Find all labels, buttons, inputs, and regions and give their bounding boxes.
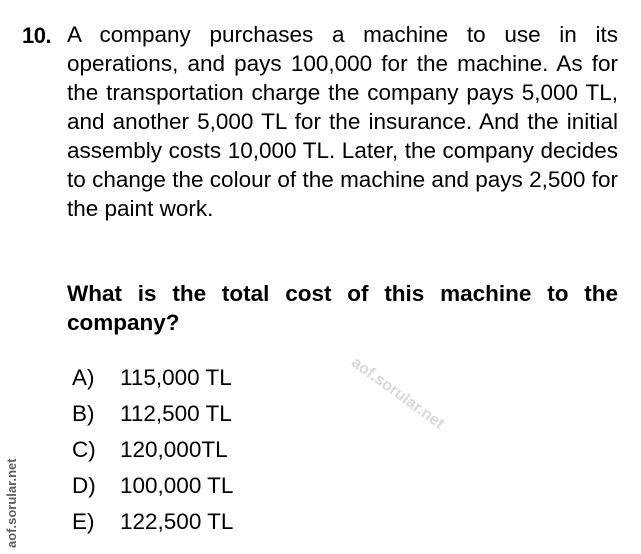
option-letter: A) — [72, 365, 95, 390]
diagonal-watermark: aof.sorular.net — [348, 354, 448, 433]
option-d[interactable] — [72, 468, 233, 504]
option-text: 122,500 TL — [120, 509, 234, 534]
option-a[interactable] — [72, 360, 233, 396]
option-letter: C) — [72, 437, 96, 462]
answer-options — [72, 360, 233, 540]
side-watermark: aof.sorular.net — [4, 458, 19, 548]
option-b[interactable] — [72, 396, 233, 432]
option-c[interactable] — [72, 432, 233, 468]
option-letter: B) — [72, 401, 95, 426]
option-text: 100,000 TL — [120, 473, 234, 498]
option-text: 115,000 TL — [120, 365, 232, 390]
option-letter: D) — [72, 473, 96, 498]
option-text: 112,500 TL — [120, 401, 232, 426]
option-letter: E) — [72, 509, 95, 534]
option-e[interactable] — [72, 504, 233, 540]
question-prompt: What is the total cost of this machine to the company? — [67, 281, 618, 335]
option-text: 120,000TL — [120, 437, 228, 462]
question-number: 10. — [22, 23, 52, 48]
question-text: A company purchases a machine to use in its operations, and pays 100,000 for the machine. As for the transportation charge the company pays 5,000 TL, and another 5,000 TL for the insurance. And the initial assembly costs 10,000 TL. Later, the company decides to change the colour of the machine and pays 2,500 for the paint work. — [67, 22, 618, 221]
